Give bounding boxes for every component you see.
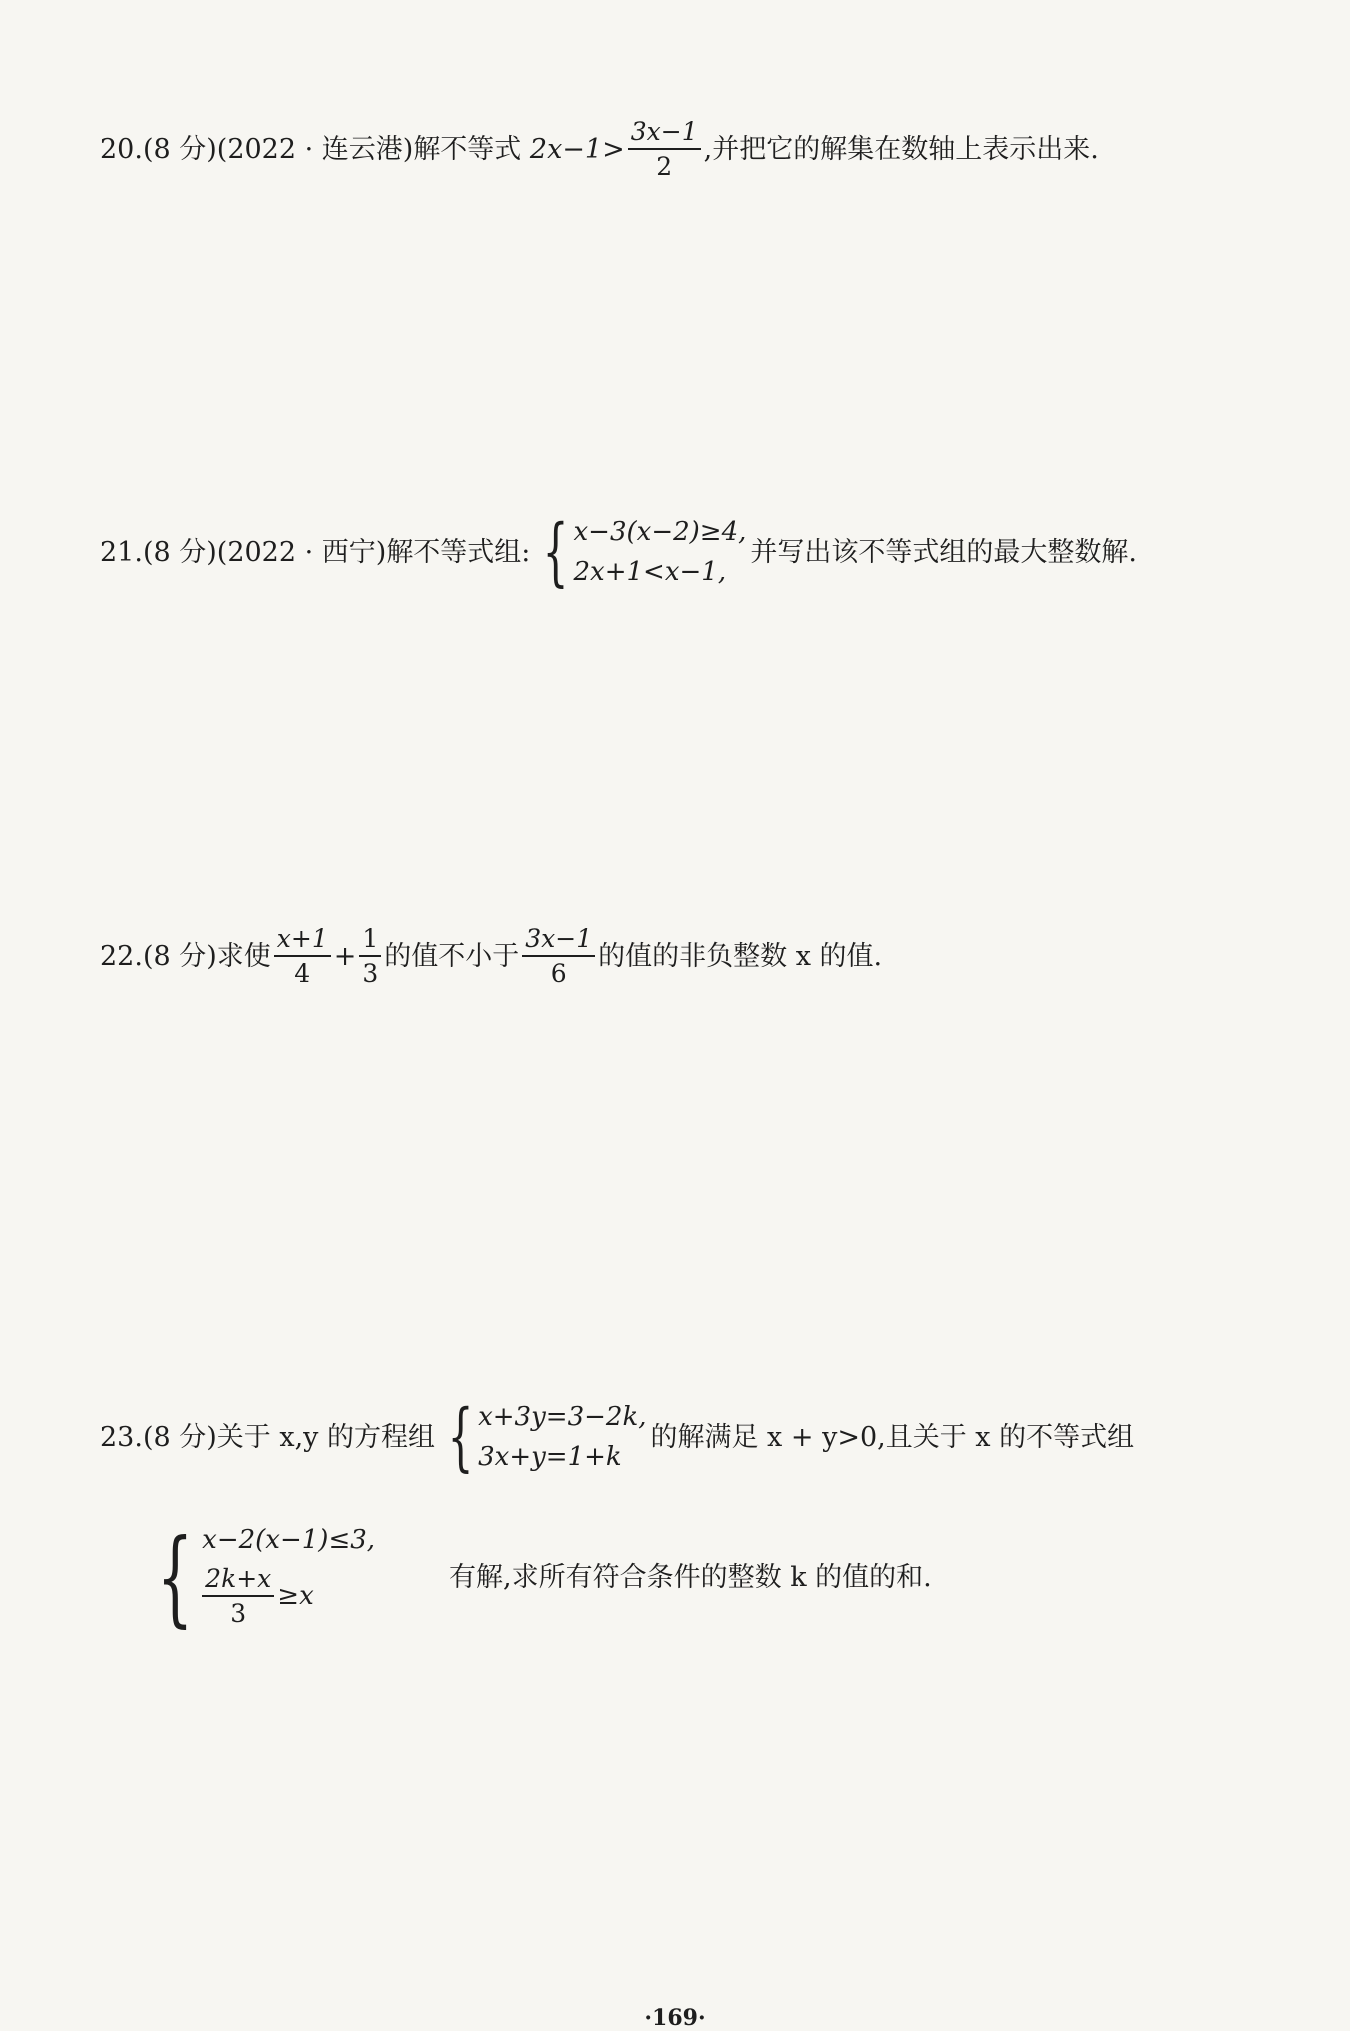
left-brace: {: [543, 509, 569, 595]
problem-tail: 有解,求所有符合条件的整数 k 的值的和.: [449, 1561, 932, 1593]
problem-number: 20.: [100, 133, 143, 165]
problem-20: [100, 118, 1099, 180]
problem-prompt: 求使: [216, 940, 271, 972]
system-line-2: 2x+1<x−1,: [573, 557, 727, 587]
fraction-denominator: 2: [656, 151, 673, 181]
system-line-1: x−3(x−2)≥4,: [573, 517, 747, 547]
system-line-2: 3x+y=1+k: [478, 1442, 622, 1472]
fraction-numerator: 1: [359, 925, 381, 957]
problem-prompt: 关于 x,y 的方程组: [216, 1421, 436, 1453]
problem-tail: ,并把它的解集在数轴上表示出来.: [703, 133, 1099, 165]
inequality-lhs: 2x−1>: [529, 133, 625, 165]
problem-number: 22.: [100, 940, 143, 972]
fraction-denominator: 6: [550, 958, 567, 988]
system-line-1: x−2(x−1)≤3,: [202, 1525, 376, 1555]
problem-21: [100, 509, 1137, 595]
system-line-1: x+3y=3−2k,: [478, 1402, 647, 1432]
problem-source: (2022 · 连云港): [216, 133, 414, 165]
fraction-denominator: 3: [362, 958, 379, 988]
problem-score: (8 分): [142, 1421, 217, 1453]
fraction-numerator: 3x−1: [628, 118, 701, 150]
problem-tail: 并写出该不等式组的最大整数解.: [750, 536, 1137, 568]
problem-prompt: 解不等式: [413, 133, 530, 165]
inequality-rhs: ≥x: [277, 1581, 314, 1611]
fraction-numerator: x+1: [274, 925, 331, 957]
fraction-numerator: 2k+x: [202, 1565, 274, 1597]
fraction-numerator: 3x−1: [522, 925, 595, 957]
problem-prompt: 解不等式组:: [386, 536, 531, 568]
inequality-system: [142, 1516, 376, 1638]
problem-23-continued: [140, 1516, 932, 1638]
system-lines: [574, 519, 747, 585]
problem-score: (8 分): [142, 940, 217, 972]
problem-23: [100, 1394, 1135, 1480]
page-number: ·169·: [644, 2005, 706, 2031]
left-brace: {: [156, 1516, 194, 1638]
problem-tail: 的值的非负整数 x 的值.: [598, 940, 883, 972]
inequality-system: [532, 509, 747, 595]
fraction: [202, 1565, 274, 1627]
problem-number: 23.: [100, 1421, 143, 1453]
problem-mid: 的解满足 x + y>0,且关于 x 的不等式组: [650, 1421, 1135, 1453]
left-brace: {: [447, 1394, 474, 1480]
problem-score: (8 分): [142, 133, 217, 165]
plus-sign: +: [333, 940, 357, 972]
system-line-2: [202, 1565, 375, 1627]
problem-mid: 的值不小于: [384, 940, 520, 972]
fraction-denominator: 3: [230, 1598, 247, 1628]
system-lines: [202, 1527, 375, 1627]
fraction: [628, 118, 701, 180]
problem-number: 21.: [100, 536, 143, 568]
fraction-3: [522, 925, 595, 987]
problem-22: [100, 925, 882, 987]
fraction-denominator: 4: [294, 958, 311, 988]
problem-score: (8 分): [142, 536, 217, 568]
system-lines: [478, 1404, 646, 1470]
equation-system: [437, 1394, 647, 1480]
fraction-2: [359, 925, 381, 987]
fraction-1: [274, 925, 331, 987]
problem-source: (2022 · 西宁): [216, 536, 387, 568]
